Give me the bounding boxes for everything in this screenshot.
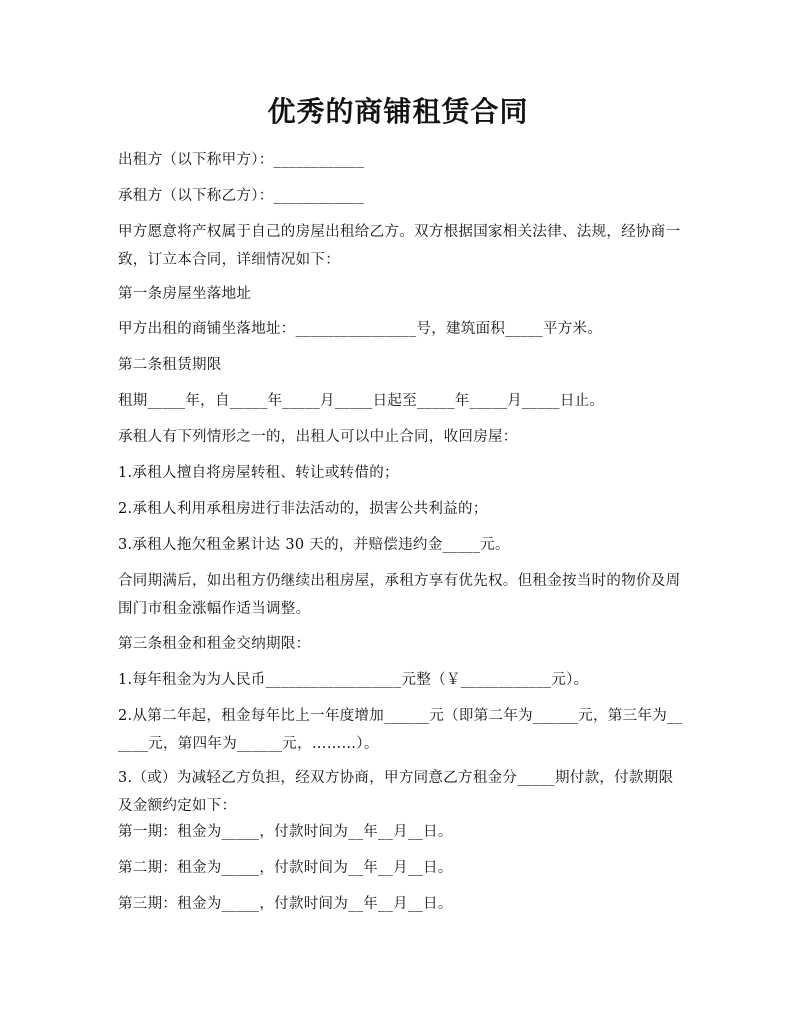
condition-item-3: 3.承租人拖欠租金累计达 30 天的，并赔偿违约金_____元。 [118,537,510,553]
termination-conditions-intro: 承租人有下列情形之一的，出租人可以中止合同，收回房屋： [118,429,518,445]
lessor-line: 出租方（以下称甲方）：____________ [118,152,365,168]
article-3-heading: 第三条租金和租金交纳期限： [118,636,311,652]
intro-paragraph: 甲方愿意将产权属于自己的房屋出租给乙方。双方根据国家相关法律、法规，经协商一致，订立本合同，详细情况如下： [118,224,681,268]
lease-term-line: 租期_____年，自_____年_____月_____日起至_____年_____月_____日止。 [118,393,605,409]
installment-paragraph: 3.（或）为减轻乙方负担，经双方协商，甲方同意乙方租金分_____期付款，付款期限及金额约定如下： [118,770,674,814]
annual-rent-line: 1.每年租金为为人民币__________________元整（￥____________元）。 [118,672,589,688]
condition-item-2: 2.承租人利用承租房进行非法活动的，损害公共利益的； [118,501,488,517]
installment-3-line: 第三期：租金为_____，付款时间为__年__月__日。 [118,896,453,912]
article-1-heading: 第一条房屋坐落地址 [118,286,252,302]
document-title: 优秀的商铺租赁合同 [267,95,529,128]
shop-address-line: 甲方出租的商铺坐落地址：________________号，建筑面积_____平方米。 [118,321,603,337]
rent-increase-paragraph: 2.从第二年起，租金每年比上一年度增加______元（即第二年为______元，第三年为______元，第四年为______元，………）。 [118,708,683,752]
installment-2-line: 第二期：租金为_____，付款时间为__年__月__日。 [118,860,453,876]
installment-1-line: 第一期：租金为_____，付款时间为__年__月__日。 [118,824,453,840]
lessee-line: 承租方（以下称乙方）：____________ [118,188,365,204]
renewal-paragraph: 合同期满后，如出租方仍继续出租房屋，承租方享有优先权。但租金按当时的物价及周围门市租金涨幅作适当调整。 [118,573,681,617]
article-2-heading: 第二条租赁期限 [118,357,222,373]
condition-item-1: 1.承租人擅自将房屋转租、转让或转借的； [118,465,399,481]
